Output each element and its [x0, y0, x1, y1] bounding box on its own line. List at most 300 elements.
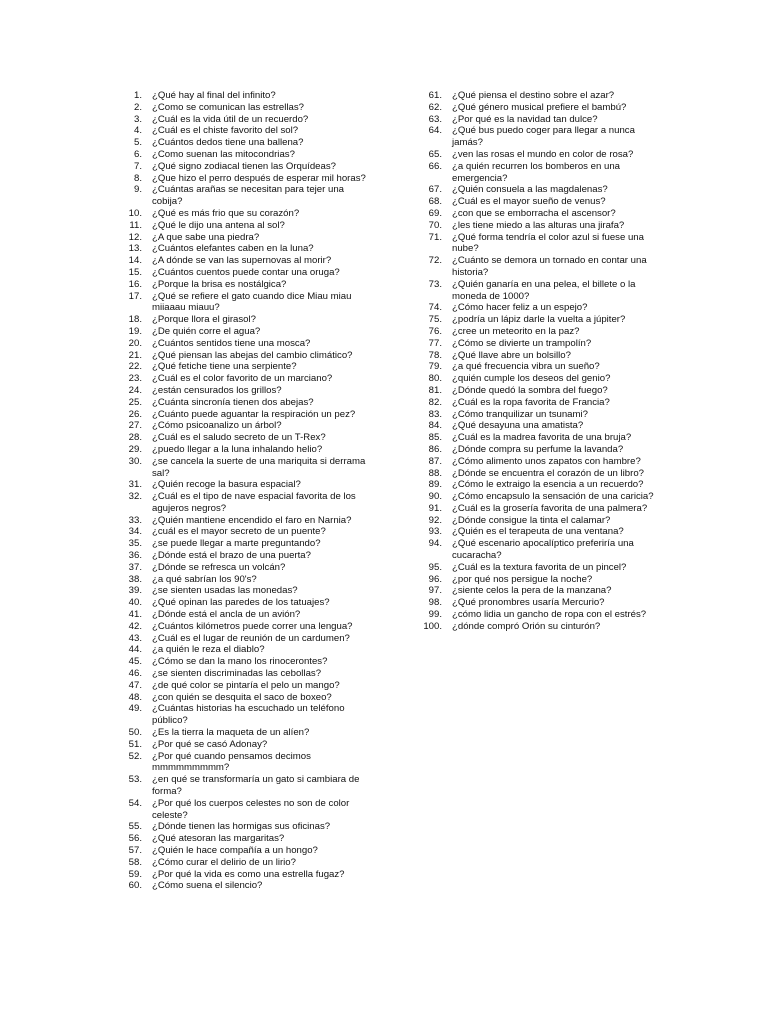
- item-text: ¿Quién consuela a las magdalenas?: [452, 184, 608, 196]
- item-text: ¿Dónde compra su perfume la lavanda?: [452, 443, 624, 455]
- list-item: [118, 338, 368, 350]
- item-text: ¿Cuál es la madrea favorita de una bruja?: [452, 432, 632, 444]
- item-text: ¿Cuál es el mayor sueño de venus?: [452, 196, 606, 208]
- list-item: [418, 526, 663, 538]
- list-item: [418, 232, 663, 256]
- item-text: ¿Cuál es el chiste favorito del sol?: [152, 125, 299, 137]
- item-number: 16.: [128, 278, 142, 290]
- item-number: 100.: [423, 620, 442, 632]
- item-text: ¿Cuántos kilómetros puede correr una lengua?: [152, 620, 353, 632]
- list-item: [418, 574, 663, 586]
- item-text: ¿Como se comunican las estrellas?: [152, 101, 304, 113]
- item-number: 50.: [128, 727, 142, 739]
- item-text: ¿Cómo se dan la mano los rinocerontes?: [152, 656, 328, 668]
- list-item: [418, 208, 663, 220]
- item-number: 27.: [128, 420, 142, 432]
- list-item: [418, 562, 663, 574]
- item-number: 13.: [128, 243, 142, 255]
- item-text: ¿Quién ganaría en una pelea, el billete o la moneda de 1000?: [452, 278, 636, 302]
- item-number: 20.: [128, 337, 142, 349]
- list-item: [118, 880, 368, 892]
- list-item: [118, 255, 368, 267]
- item-number: 29.: [128, 443, 142, 455]
- list-item: [118, 456, 368, 480]
- list-item: [418, 503, 663, 515]
- list-item: [118, 420, 368, 432]
- item-text: ¿Cuántos sentidos tiene una mosca?: [152, 337, 311, 349]
- item-number: 72.: [428, 255, 442, 267]
- item-text: ¿Cómo le extraigo la esencia a un recuerdo?: [452, 479, 644, 491]
- item-text: ¿A dónde se van las supernovas al morir?: [152, 255, 332, 267]
- list-item: [118, 208, 368, 220]
- item-number: 24.: [128, 384, 142, 396]
- item-text: ¿Por qué la vida es como una estrella fugaz?: [152, 868, 345, 880]
- list-item: [118, 774, 368, 798]
- item-text: ¿Cuál es la vida útil de un recuerdo?: [152, 113, 309, 125]
- item-number: 73.: [428, 278, 442, 290]
- list-item: [118, 326, 368, 338]
- item-text: ¿siente celos la pera de la manzana?: [452, 585, 612, 597]
- item-number: 38.: [128, 573, 142, 585]
- list-item: [118, 279, 368, 291]
- item-number: 68.: [428, 196, 442, 208]
- item-text: ¿Cómo curar el delirio de un lirio?: [152, 856, 296, 868]
- item-number: 19.: [128, 325, 142, 337]
- item-text: ¿Como suenan las mitocondrias?: [152, 148, 295, 160]
- item-text: ¿Por qué se casó Adonay?: [152, 738, 268, 750]
- list-item: [418, 432, 663, 444]
- item-number: 63.: [428, 113, 442, 125]
- list-item: [118, 373, 368, 385]
- item-text: ¿Qué desayuna una amatista?: [452, 420, 584, 432]
- list-item: [118, 857, 368, 869]
- item-text: ¿Cuántos elefantes caben en la luna?: [152, 243, 314, 255]
- item-text: ¿Cómo alimento unos zapatos con hambre?: [452, 455, 641, 467]
- item-number: 3.: [133, 113, 142, 125]
- item-number: 40.: [128, 597, 142, 609]
- item-number: 1.: [133, 90, 142, 101]
- item-text: ¿Quién recoge la basura espacial?: [152, 479, 301, 491]
- item-text: ¿Cuánto puede aguantar la respiración un pez?: [152, 408, 356, 420]
- list-item: [418, 125, 663, 149]
- list-item: [418, 338, 663, 350]
- item-text: ¿Por qué es la navidad tan dulce?: [452, 113, 598, 125]
- item-number: 93.: [428, 526, 442, 538]
- item-number: 15.: [128, 266, 142, 278]
- item-number: 10.: [128, 207, 142, 219]
- list-item: [118, 137, 368, 149]
- item-text: ¿por qué nos persigue la noche?: [452, 573, 593, 585]
- item-number: 9.: [133, 184, 142, 196]
- list-item: [418, 184, 663, 196]
- list-item: [118, 597, 368, 609]
- list-item: [118, 515, 368, 527]
- list-item: [418, 420, 663, 432]
- item-number: 66.: [428, 160, 442, 172]
- item-number: 48.: [128, 691, 142, 703]
- list-item: [118, 574, 368, 586]
- item-number: 8.: [133, 172, 142, 184]
- list-item: [418, 597, 663, 609]
- item-text: ¿se sienten discriminadas las cebollas?: [152, 668, 322, 680]
- item-number: 7.: [133, 160, 142, 172]
- list-item: [118, 90, 368, 102]
- item-text: ¿Qué hay al final del infinito?: [152, 90, 276, 101]
- list-item: [418, 373, 663, 385]
- item-number: 78.: [428, 349, 442, 361]
- item-number: 65.: [428, 148, 442, 160]
- item-number: 45.: [128, 656, 142, 668]
- item-number: 95.: [428, 561, 442, 573]
- item-text: ¿Por qué cuando pensamos decimos mmmmmmmmm?: [152, 750, 311, 774]
- list-item: [418, 456, 663, 468]
- list-item: [118, 432, 368, 444]
- item-text: ¿Porque llora el girasol?: [152, 314, 256, 326]
- item-text: ¿cree un meteorito en la paz?: [452, 325, 580, 337]
- item-number: 90.: [428, 491, 442, 503]
- item-number: 91.: [428, 502, 442, 514]
- item-text: ¿Qué se refiere el gato cuando dice Miau miau miiaaau miauu?: [152, 290, 352, 314]
- list-item: [118, 125, 368, 137]
- list-item: [418, 468, 663, 480]
- item-number: 76.: [428, 325, 442, 337]
- item-number: 33.: [128, 514, 142, 526]
- item-text: ¿Qué piensa el destino sobre el azar?: [452, 90, 615, 101]
- list-item: [118, 220, 368, 232]
- list-item: [118, 739, 368, 751]
- list-item: [118, 397, 368, 409]
- item-number: 58.: [128, 856, 142, 868]
- list-item: [118, 798, 368, 822]
- item-number: 49.: [128, 703, 142, 715]
- item-number: 82.: [428, 396, 442, 408]
- item-number: 2.: [133, 101, 142, 113]
- list-item: [118, 692, 368, 704]
- item-text: ¿Dónde se refresca un volcán?: [152, 561, 286, 573]
- item-number: 28.: [128, 432, 142, 444]
- item-number: 14.: [128, 255, 142, 267]
- item-text: ¿se puede llegar a marte preguntando?: [152, 538, 321, 550]
- item-number: 57.: [128, 845, 142, 856]
- item-text: ¿Qué bus puedo coger para llegar a nunca jamás?: [452, 125, 635, 149]
- list-item: [418, 279, 663, 303]
- list-item: [118, 869, 368, 881]
- item-number: 69.: [428, 207, 442, 219]
- list-item: [118, 727, 368, 739]
- item-text: ¿Qué pronombres usaría Mercurio?: [452, 597, 605, 609]
- list-item: [118, 668, 368, 680]
- item-text: ¿con que se emborracha el ascensor?: [452, 207, 616, 219]
- item-text: ¿Cómo tranquilizar un tsunami?: [452, 408, 588, 420]
- item-number: 30.: [128, 455, 142, 467]
- item-number: 39.: [128, 585, 142, 597]
- item-number: 84.: [428, 420, 442, 432]
- item-text: ¿podría un lápiz darle la vuelta a júpiter?: [452, 314, 626, 326]
- item-text: ¿se cancela la suerte de una mariquita si derrama sal?: [152, 455, 366, 479]
- list-item: [418, 90, 663, 102]
- list-item: [118, 751, 368, 775]
- list-item: [118, 409, 368, 421]
- item-number: 12.: [128, 231, 142, 243]
- item-number: 71.: [428, 231, 442, 243]
- item-number: 36.: [128, 550, 142, 562]
- list-item: [418, 585, 663, 597]
- item-number: 98.: [428, 597, 442, 609]
- item-text: ¿Qué fetiche tiene una serpiente?: [152, 361, 297, 373]
- list-item: [418, 161, 663, 185]
- item-text: ¿Cuál es la textura favorita de un pincel?: [452, 561, 627, 573]
- list-item: [118, 173, 368, 185]
- item-text: ¿Que hizo el perro después de esperar mil horas?: [152, 172, 366, 184]
- item-text: ¿Quién le hace compañía a un hongo?: [152, 845, 318, 856]
- item-text: ¿Cómo se divierte un trampolín?: [452, 337, 592, 349]
- list-item: [418, 149, 663, 161]
- item-text: ¿Cuál es el tipo de nave espacial favorita de los agujeros negros?: [152, 491, 356, 514]
- item-text: ¿Qué llave abre un bolsillo?: [452, 349, 571, 361]
- item-number: 54.: [128, 797, 142, 809]
- item-text: ¿Cuál es el saludo secreto de un T-Rex?: [152, 432, 326, 444]
- item-text: ¿Cuánto se demora un tornado en contar una historia?: [452, 255, 647, 278]
- item-number: 47.: [128, 679, 142, 691]
- item-number: 64.: [428, 125, 442, 137]
- item-number: 99.: [428, 609, 442, 621]
- item-number: 26.: [128, 408, 142, 420]
- item-number: 25.: [128, 396, 142, 408]
- list-item: [118, 562, 368, 574]
- list-item: [118, 267, 368, 279]
- list-item: [118, 149, 368, 161]
- list-item: [418, 444, 663, 456]
- item-text: ¿Cuántas arañas se necesitan para tejer una cobija?: [152, 184, 344, 208]
- item-text: ¿Cuántos cuentos puede contar una oruga?: [152, 266, 340, 278]
- item-text: ¿Cómo encapsulo la sensación de una caricia?: [452, 491, 654, 503]
- item-text: ¿Cuál es el lugar de reunión de un cardumen?: [152, 632, 350, 644]
- item-number: 83.: [428, 408, 442, 420]
- list-item: [118, 621, 368, 633]
- list-item: [118, 479, 368, 491]
- list-item: [418, 196, 663, 208]
- item-text: ¿Dónde está el brazo de una puerta?: [152, 550, 311, 562]
- list-item: [418, 491, 663, 503]
- item-number: 17.: [128, 290, 142, 302]
- item-number: 62.: [428, 101, 442, 113]
- item-number: 51.: [128, 738, 142, 750]
- item-text: ¿a qué frecuencia vibra un sueño?: [452, 361, 600, 373]
- list-item: [118, 656, 368, 668]
- item-text: ¿Qué género musical prefiere el bambú?: [452, 101, 627, 113]
- item-number: 85.: [428, 432, 442, 444]
- list-item: [418, 350, 663, 362]
- list-item: [418, 314, 663, 326]
- item-text: ¿Cuál es el color favorito de un marciano?: [152, 373, 333, 385]
- list-item: [118, 680, 368, 692]
- list-item: [118, 585, 368, 597]
- item-number: 52.: [128, 750, 142, 762]
- list-item: [418, 538, 663, 562]
- item-text: ¿con quién se desquita el saco de boxeo?: [152, 691, 332, 703]
- list-item: [418, 397, 663, 409]
- item-number: 56.: [128, 833, 142, 845]
- item-text: ¿A que sabe una piedra?: [152, 231, 260, 243]
- item-number: 87.: [428, 455, 442, 467]
- item-number: 32.: [128, 491, 142, 503]
- list-item: [118, 633, 368, 645]
- item-number: 35.: [128, 538, 142, 550]
- item-number: 34.: [128, 526, 142, 538]
- item-text: ¿Cómo suena el silencio?: [152, 880, 263, 892]
- list-item: [118, 114, 368, 126]
- item-number: 70.: [428, 219, 442, 231]
- list-item: [418, 102, 663, 114]
- item-text: ¿quién cumple los deseos del genio?: [452, 373, 611, 385]
- item-text: ¿están censurados los grillos?: [152, 384, 282, 396]
- item-text: ¿de qué color se pintaría el pelo un mango?: [152, 679, 340, 691]
- item-text: ¿cómo lidia un gancho de ropa con el estrés?: [452, 609, 647, 621]
- item-text: ¿cuál es el mayor secreto de un puente?: [152, 526, 326, 538]
- item-text: ¿Quién es el terapeuta de una ventana?: [452, 526, 624, 538]
- item-number: 5.: [133, 137, 142, 149]
- item-number: 44.: [128, 644, 142, 656]
- item-text: ¿les tiene miedo a las alturas una jirafa?: [452, 219, 625, 231]
- list-item: [418, 220, 663, 232]
- item-text: ¿Cómo hacer feliz a un espejo?: [452, 302, 588, 314]
- item-text: ¿Cuál es la ropa favorita de Francia?: [452, 396, 610, 408]
- item-number: 97.: [428, 585, 442, 597]
- item-text: ¿se sienten usadas las monedas?: [152, 585, 298, 597]
- list-item: [118, 291, 368, 315]
- item-number: 61.: [428, 90, 442, 101]
- list-item: [118, 102, 368, 114]
- item-text: ¿Porque la brisa es nostálgica?: [152, 278, 287, 290]
- item-text: ¿De quién corre el agua?: [152, 325, 261, 337]
- item-text: ¿Dónde quedó la sombra del fuego?: [452, 384, 608, 396]
- item-text: ¿Qué le dijo una antena al sol?: [152, 219, 285, 231]
- item-text: ¿Cuál es la grosería favorita de una palmera?: [452, 502, 648, 514]
- item-number: 42.: [128, 620, 142, 632]
- item-text: ¿dónde compró Orión su cinturón?: [452, 620, 601, 632]
- item-text: ¿ven las rosas el mundo en color de rosa?: [452, 148, 634, 160]
- list-item: [118, 821, 368, 833]
- item-text: ¿Cuánta sincronía tienen dos abejas?: [152, 396, 314, 408]
- item-text: ¿Dónde consigue la tinta el calamar?: [452, 514, 611, 526]
- item-text: ¿en qué se transformaría un gato si cambiara de forma?: [152, 774, 360, 798]
- item-text: ¿Cuántos dedos tiene una ballena?: [152, 137, 304, 149]
- list-item: [118, 243, 368, 255]
- item-number: 41.: [128, 609, 142, 621]
- item-number: 53.: [128, 774, 142, 786]
- item-number: 22.: [128, 361, 142, 373]
- list-item: [118, 550, 368, 562]
- item-text: ¿Qué opinan las paredes de los tatuajes?: [152, 597, 330, 609]
- item-number: 43.: [128, 632, 142, 644]
- list-item: [118, 385, 368, 397]
- item-number: 80.: [428, 373, 442, 385]
- item-number: 23.: [128, 373, 142, 385]
- item-text: ¿Por qué los cuerpos celestes no son de color celeste?: [152, 797, 350, 821]
- list-item: [118, 526, 368, 538]
- item-number: 86.: [428, 443, 442, 455]
- item-number: 6.: [133, 148, 142, 160]
- item-number: 59.: [128, 868, 142, 880]
- item-text: ¿Qué es más frio que su corazón?: [152, 207, 300, 219]
- list-item: [118, 350, 368, 362]
- list-item: [118, 232, 368, 244]
- item-number: 60.: [128, 880, 142, 892]
- list-item: [118, 361, 368, 373]
- list-item: [418, 409, 663, 421]
- item-text: ¿a quién le reza el diablo?: [152, 644, 265, 656]
- item-text: ¿Dónde se encuentra el corazón de un libro?: [452, 467, 644, 479]
- question-list-right: [418, 90, 663, 633]
- list-item: [118, 538, 368, 550]
- item-text: ¿Qué forma tendría el color azul si fuese una nube?: [452, 231, 644, 255]
- item-text: ¿puedo llegar a la luna inhalando helio?: [152, 443, 323, 455]
- item-text: ¿Qué escenario apocalíptico preferiría una cucaracha?: [452, 538, 634, 562]
- item-number: 92.: [428, 514, 442, 526]
- list-item: [118, 444, 368, 456]
- item-number: 31.: [128, 479, 142, 491]
- item-number: 67.: [428, 184, 442, 196]
- list-item: [418, 621, 663, 633]
- item-number: 37.: [128, 561, 142, 573]
- list-item: [418, 302, 663, 314]
- item-number: 94.: [428, 538, 442, 550]
- item-text: ¿Qué piensan las abejas del cambio climático?: [152, 349, 353, 361]
- item-text: ¿Qué atesoran las margaritas?: [152, 833, 285, 845]
- item-number: 55.: [128, 821, 142, 833]
- list-item: [418, 385, 663, 397]
- item-number: 4.: [133, 125, 142, 137]
- list-item: [118, 644, 368, 656]
- item-number: 75.: [428, 314, 442, 326]
- list-item: [418, 114, 663, 126]
- list-item: [418, 255, 663, 279]
- list-item: [118, 314, 368, 326]
- list-item: [418, 479, 663, 491]
- list-item: [118, 491, 368, 515]
- item-text: ¿Quién mantiene encendido el faro en Narnia?: [152, 514, 352, 526]
- item-number: 46.: [128, 668, 142, 680]
- list-item: [418, 326, 663, 338]
- list-item: [118, 161, 368, 173]
- item-number: 79.: [428, 361, 442, 373]
- item-text: ¿Dónde está el ancla de un avión?: [152, 609, 301, 621]
- list-item: [418, 361, 663, 373]
- item-number: 74.: [428, 302, 442, 314]
- item-text: ¿Cómo psicoanalizo un árbol?: [152, 420, 282, 432]
- item-text: ¿Es la tierra la maqueta de un alíen?: [152, 727, 310, 739]
- list-item: [118, 184, 368, 208]
- item-number: 96.: [428, 573, 442, 585]
- list-item: [118, 845, 368, 857]
- question-list-left: [118, 90, 368, 892]
- item-number: 81.: [428, 384, 442, 396]
- item-text: ¿Dónde tienen las hormigas sus oficinas?: [152, 821, 331, 833]
- list-item: [118, 703, 368, 727]
- item-number: 21.: [128, 349, 142, 361]
- item-text: ¿Cuántas historias ha escuchado un teléfono público?: [152, 703, 345, 727]
- list-item: [418, 609, 663, 621]
- item-number: 18.: [128, 314, 142, 326]
- list-item: [118, 609, 368, 621]
- item-text: ¿a quién recurren los bomberos en una emergencia?: [452, 160, 620, 184]
- item-number: 88.: [428, 467, 442, 479]
- item-number: 11.: [129, 219, 142, 231]
- list-item: [418, 515, 663, 527]
- list-item: [118, 833, 368, 845]
- item-text: ¿Qué signo zodiacal tienen las Orquídeas?: [152, 160, 336, 172]
- item-number: 89.: [428, 479, 442, 491]
